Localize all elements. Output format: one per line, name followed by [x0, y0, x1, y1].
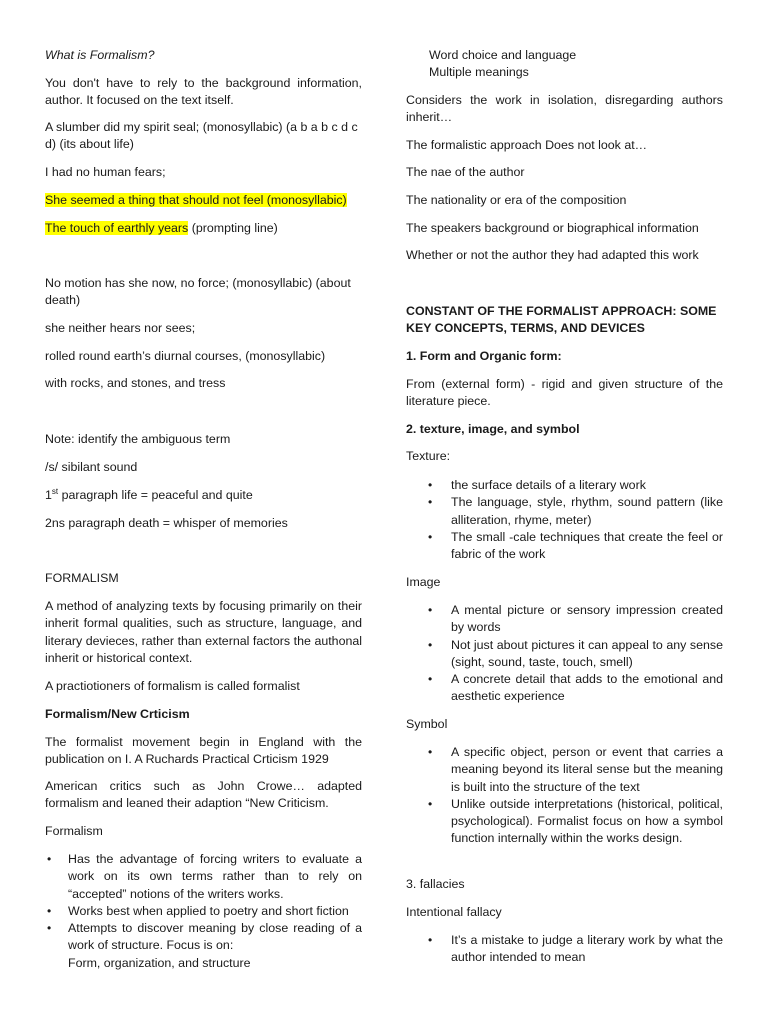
- list-item: • The small -cale techniques that create the feel or fabric of the work: [406, 529, 723, 564]
- paragraph: The formalistic approach Does not look at…: [406, 138, 648, 152]
- list-item: • Not just about pictures it can appeal to any sense (sight, sound, taste, touch, smell): [406, 637, 723, 672]
- list-item: • The language, style, rhythm, sound pattern (like alliteration, rhyme, meter): [406, 494, 723, 529]
- term-label: Intentional fallacy: [406, 905, 502, 919]
- paragraph: The speakers background or biographical information: [406, 221, 699, 235]
- highlighted-text: She seemed a thing that should not feel (monosyllabic): [45, 193, 347, 207]
- highlighted-text: The touch of earthly years: [45, 221, 189, 235]
- texture-list: [406, 477, 723, 563]
- annotation-text: (prompting line): [188, 221, 278, 235]
- sub-item: Form, organization, and structure: [68, 955, 251, 970]
- paragraph: The nationality or era of the composition: [406, 193, 627, 207]
- section-heading: CONSTANT OF THE FORMALIST APPROACH: SOME KEY CONCEPTS, TERMS, AND DEVICES: [406, 304, 717, 336]
- bullet-list: [45, 851, 362, 972]
- symbol-list: [406, 744, 723, 848]
- paragraph: Whether or not the author they had adapted this work: [406, 248, 699, 262]
- term-label: Image: [406, 575, 441, 589]
- list-item: • A mental picture or sensory impression created by words: [406, 602, 723, 637]
- note-line: Note: identify the ambiguous term: [45, 432, 231, 446]
- note-line: [45, 487, 362, 504]
- poem-line: [45, 220, 362, 237]
- paragraph: A practiotioners of formalism is called formalist: [45, 679, 300, 693]
- note-line: 2ns paragraph death = whisper of memories: [45, 516, 288, 530]
- paragraph: The nae of the author: [406, 165, 525, 179]
- list-item: • the surface details of a literary work: [406, 477, 723, 494]
- list-item: [45, 920, 362, 972]
- subheading: Formalism/New Crticism: [45, 707, 190, 721]
- poem-line: with rocks, and stones, and tress: [45, 376, 226, 390]
- list-item: • It’s a mistake to judge a literary work by what the author intended to mean: [406, 932, 723, 967]
- paragraph: American critics such as John Crowe… adapted formalism and leaned their adaption “New Criticism.: [45, 779, 362, 811]
- note-text: paragraph life = peaceful and quite: [58, 488, 253, 502]
- term-label: Symbol: [406, 717, 448, 731]
- list-item: • A concrete detail that adds to the emotional and aesthetic experience: [406, 671, 723, 706]
- paragraph: A method of analyzing texts by focusing primarily on their inherit formal qualities, such as structure, language, and literary devieces, rather than external factors the authonal inherit or historical context.: [45, 599, 362, 665]
- poem-line-highlighted: [45, 192, 362, 209]
- fallacy-list: [406, 932, 723, 967]
- subheading: 3. fallacies: [406, 877, 465, 891]
- term-label: Texture:: [406, 449, 451, 463]
- image-list: [406, 602, 723, 706]
- subheading: Formalism: [45, 824, 103, 838]
- poem-line: No motion has she now, no force; (monosyllabic) (about death): [45, 276, 351, 308]
- poem-line: she neither hears nor sees;: [45, 321, 196, 335]
- ordinal-number: 1: [45, 488, 52, 502]
- sub-item: Multiple meanings: [429, 65, 529, 79]
- list-item: • Works best when applied to poetry and short fiction: [45, 903, 362, 920]
- paragraph: You don't have to rely to the background information, author. It focused on the text itself.: [45, 76, 362, 108]
- list-item: • A specific object, person or event that carries a meaning beyond its literal sense but the meaning is built into the structure of the text: [406, 744, 723, 796]
- paragraph: From (external form) - rigid and given structure of the literature piece.: [406, 377, 723, 409]
- list-item-text: Attempts to discover meaning by close reading of a work of structure. Focus is on:: [68, 921, 362, 953]
- subheading: 2. texture, image, and symbol: [406, 422, 580, 436]
- paragraph: Considers the work in isolation, disregarding authors inherit…: [406, 93, 723, 125]
- section-heading: FORMALISM: [45, 571, 119, 585]
- sub-item: Word choice and language: [429, 48, 577, 62]
- poem-line: I had no human fears;: [45, 165, 166, 179]
- list-item: • Has the advantage of forcing writers to evaluate a work on its own terms rather than to rely on “accepted” notions of the writers works.: [45, 851, 362, 903]
- poem-line: rolled round earth’s diurnal courses, (monosyllabic): [45, 349, 326, 363]
- subheading: 1. Form and Organic form:: [406, 349, 562, 363]
- paragraph: The formalist movement begin in England with the publication on I. A Ruchards Practical Crticism 1929: [45, 735, 362, 767]
- poem-line: A slumber did my spirit seal; (monosyllabic) (a b a b c d c d) (its about life): [45, 120, 358, 152]
- note-line: /s/ sibilant sound: [45, 460, 138, 474]
- list-item: • Unlike outside interpretations (historical, political, psychological). Formalist focus on how a symbol function internally within the works design.: [406, 796, 723, 848]
- question-heading: What is Formalism?: [45, 48, 155, 62]
- ordinal-suffix: st: [51, 486, 59, 496]
